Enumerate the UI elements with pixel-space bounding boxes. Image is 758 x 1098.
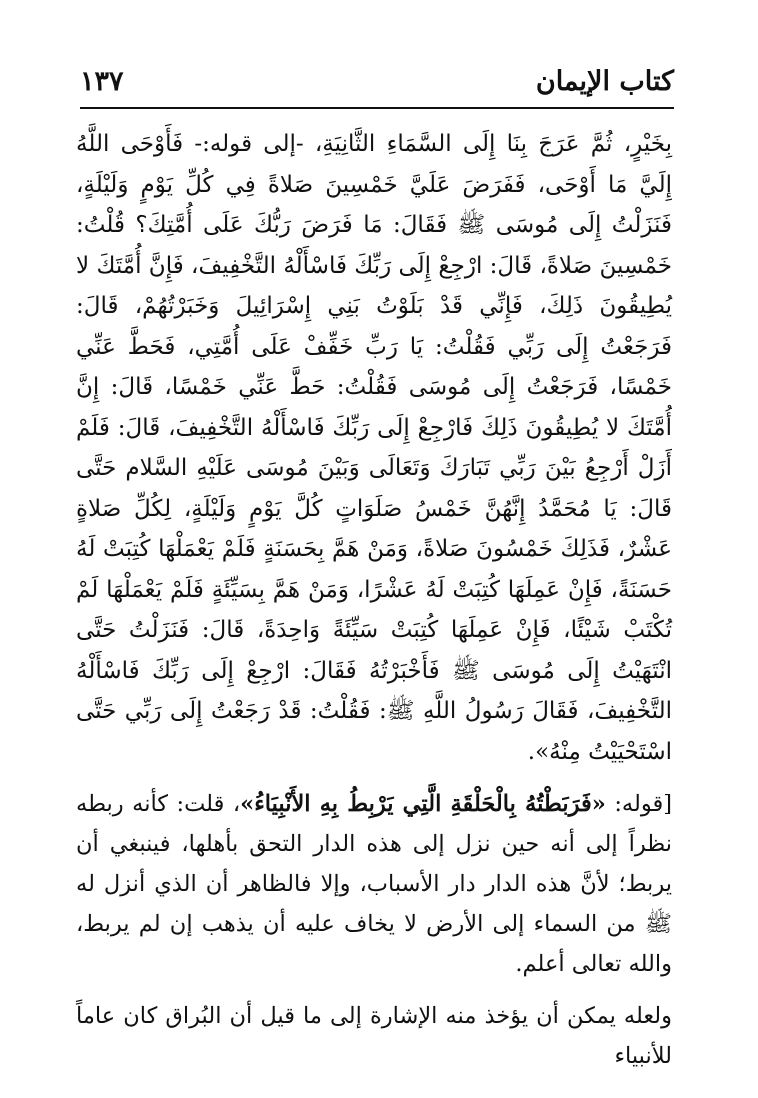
- page-number: ١٣٧: [80, 65, 124, 97]
- commentary-section: [76, 784, 672, 1076]
- page-header: [80, 56, 674, 106]
- hadith-text: بِخَيْرٍ، ثُمَّ عَرَجَ بِنَا إِلَى السَّمَاءِ الثَّانِيَةِ، -إلى قوله:- فَأَوْحَى اللَّهُ إِلَيَّ مَا أَوْحَى، فَفَرَضَ عَلَيَّ خَمْسِينَ صَلاةً فِي كُلِّ يَوْمٍ وَلَيْلَةٍ، فَنَزَلْتُ إِلَى مُوسَى ﷺ فَقَالَ: مَا فَرَضَ رَبُّكَ عَلَى أُمَّتِكَ؟ قُلْتُ: خَمْسِينَ صَلاةً، قَالَ: ارْجِعْ إِلَى رَبِّكَ فَاسْأَلْهُ التَّخْفِيفَ، فَإِنَّ أُمَّتَكَ لا يُطِيقُونَ ذَلِكَ، فَإِنِّي قَدْ بَلَوْتُ بَنِي إِسْرَائِيلَ وَخَبَرْتُهُمْ، قَالَ: فَرَجَعْتُ إِلَى رَبِّي فَقُلْتُ: يَا رَبِّ خَفِّفْ عَلَى أُمَّتِي، فَحَطَّ عَنِّي خَمْسًا، فَرَجَعْتُ إِلَى مُوسَى فَقُلْتُ: حَطَّ عَنِّي خَمْسًا، قَالَ: إِنَّ أُمَّتَكَ لا يُطِيقُونَ ذَلِكَ فَارْجِعْ إِلَى رَبِّكَ فَاسْأَلْهُ التَّخْفِيفَ، قَالَ: فَلَمْ أَزَلْ أَرْجِعُ بَيْنَ رَبِّي تَبَارَكَ وَتَعَالَى وَبَيْنَ مُوسَى عَلَيْهِ السَّلام حَتَّى قَالَ: يَا مُحَمَّدُ إِنَّهُنَّ خَمْسُ صَلَوَاتٍ كُلَّ يَوْمٍ وَلَيْلَةٍ، لِكُلِّ صَلاةٍ عَشْرٌ، فَذَلِكَ خَمْسُونَ صَلاةً، وَمَنْ هَمَّ بِحَسَنَةٍ فَلَمْ يَعْمَلْهَا كُتِبَتْ لَهُ حَسَنَةً، فَإِنْ عَمِلَهَا كُتِبَتْ لَهُ عَشْرًا، وَمَنْ هَمَّ بِسَيِّئَةٍ فَلَمْ يَعْمَلْهَا لَمْ تُكْتَبْ شَيْئًا، فَإِنْ عَمِلَهَا كُتِبَتْ سَيِّئَةً وَاحِدَةً، قَالَ: فَنَزَلْتُ حَتَّى انْتَهَيْتُ إِلَى مُوسَى ﷺ فَأَخْبَرْتُهُ فَقَالَ: ارْجِعْ إِلَى رَبِّكَ فَاسْأَلْهُ التَّخْفِيفَ، فَقَالَ رَسُولُ اللَّهِ ﷺ: فَقُلْتُ: قَدْ رَجَعْتُ إِلَى رَبِّي حَتَّى اسْتَحْيَيْتُ مِنْهُ».: [76, 131, 672, 765]
- commentary-body: ، قلت: كأنه ربطه نظراً إلى أنه حين نزل إلى هذه الدار التحق بأهلها، فينبغي أن يربط؛ لأنَّ هذه الدار دار الأسباب، وإلا فالظاهر أن الذي أنزل له ﷺ من السماء إلى الأرض لا يخاف عليه أن يذهب إن لم يربط، والله تعالى أعلم.: [76, 791, 672, 977]
- commentary-paragraph-2: ولعله يمكن أن يؤخذ منه الإشارة إلى ما قيل أن البُراق كان عاماً للأنبياء: [76, 1003, 672, 1069]
- header-divider: [80, 107, 674, 109]
- commentary-paragraph-1: [76, 784, 672, 984]
- chapter-title: كتاب الإيمان: [535, 65, 674, 97]
- quoted-phrase: «فَرَبَطْتُهُ بِالْحَلْقَةِ الَّتِي يَرْبِطُ بِهِ الأَنْبِيَاءُ»: [240, 791, 606, 817]
- commentary-open: [قوله:: [605, 791, 672, 817]
